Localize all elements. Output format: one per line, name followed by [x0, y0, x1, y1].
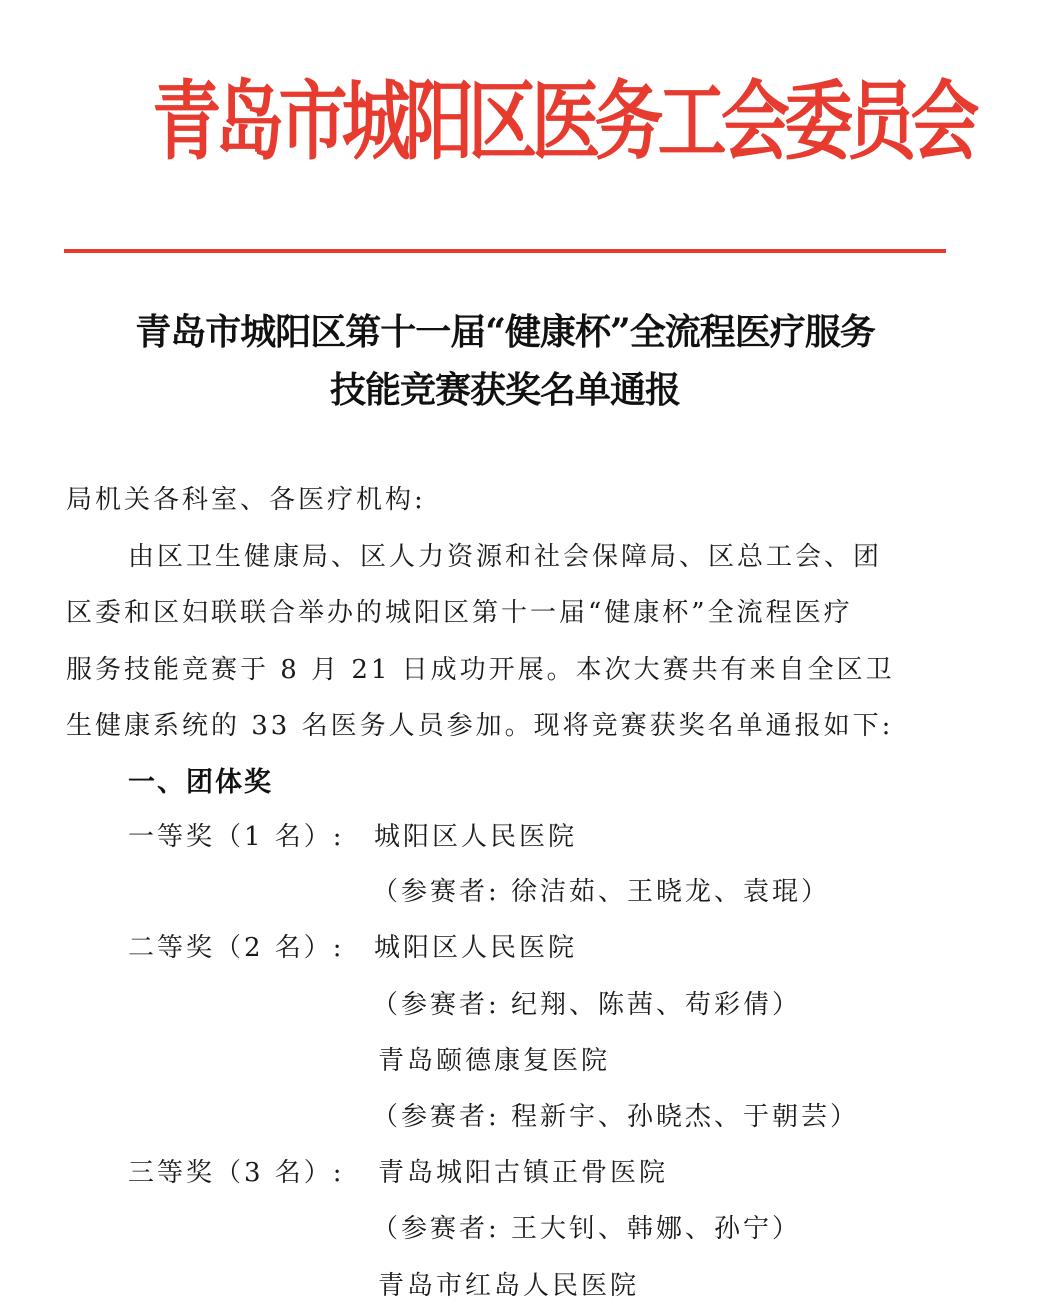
- award-label-first: 一等奖（1 名）:: [128, 822, 345, 852]
- award-winner-org: 城阳区人民医院: [374, 822, 578, 852]
- paragraph-line: 生健康系统的 33 名医务人员参加。现将竞赛获奖名单通报如下:: [66, 711, 894, 741]
- award-winner-participants: （参赛者: 徐洁茹、王晓龙、袁琨）: [372, 877, 831, 907]
- award-label-second: 二等奖（2 名）:: [128, 933, 345, 963]
- paragraph-line: 服务技能竞赛于 8 月 21 日成功开展。本次大赛共有来自全区卫: [66, 655, 895, 685]
- document-title-line-2: 技能竞赛获奖名单通报: [329, 369, 680, 411]
- section-heading: 一、团体奖: [128, 767, 273, 798]
- award-winner-org: 青岛市红岛人民医院: [378, 1271, 640, 1301]
- masthead-divider: [64, 249, 946, 253]
- award-winner-org: 青岛颐德康复医院: [378, 1046, 611, 1076]
- award-winner-participants: （参赛者: 纪翔、陈茜、苟彩倩）: [372, 990, 802, 1020]
- award-winner-org: 青岛城阳古镇正骨医院: [378, 1158, 669, 1188]
- document-title-line-1: 青岛市城阳区第十一届“健康杯”全流程医疗服务: [135, 311, 875, 353]
- award-winner-participants: （参赛者: 王大钊、韩娜、孙宁）: [372, 1214, 802, 1244]
- salutation: 局机关各科室、各医疗机构:: [66, 485, 426, 515]
- award-label-third: 三等奖（3 名）:: [128, 1158, 345, 1188]
- paragraph-line: 区委和区妇联联合举办的城阳区第十一届“健康杯”全流程医疗: [66, 598, 853, 628]
- org-masthead: 青岛市城阳区医务工会委员会: [152, 71, 974, 172]
- paragraph-line: 由区卫生健康局、区人力资源和社会保障局、区总工会、团: [128, 542, 883, 572]
- award-winner-participants: （参赛者: 程新宇、孙晓杰、于朝芸）: [372, 1102, 860, 1132]
- award-winner-org: 城阳区人民医院: [374, 933, 578, 963]
